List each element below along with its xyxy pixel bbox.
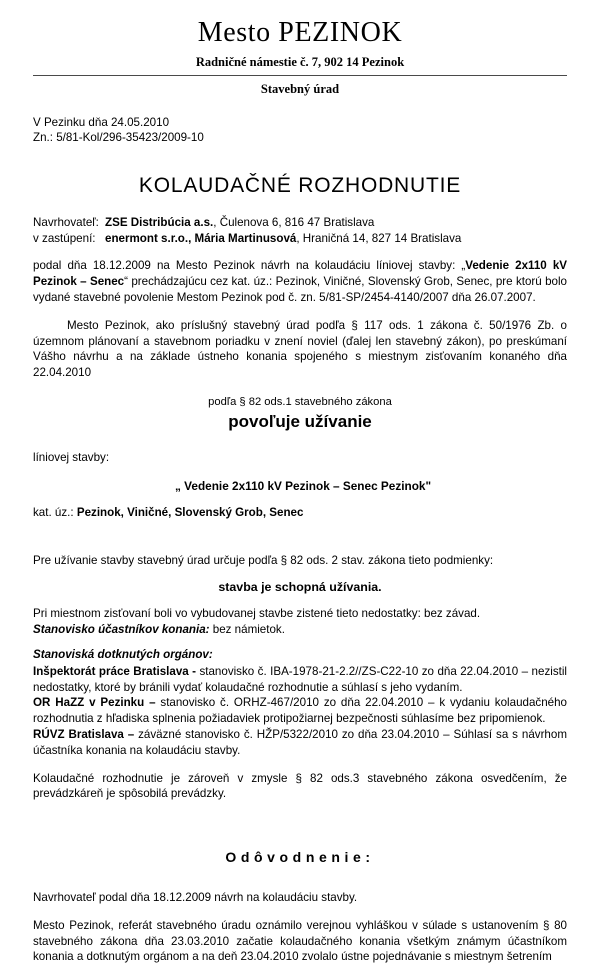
document-meta [33, 115, 567, 146]
representative-row [33, 231, 567, 247]
organ-statements-heading: Stanoviská dotknutých orgánov: [33, 648, 213, 662]
paragraph-application [33, 258, 567, 305]
cadastre-label: kat. úz.: [33, 505, 74, 519]
paragraph-authority: Mesto Pezinok, ako príslušný stavebný úrad podľa § 117 ods. 1 zákona č. 50/1976 Zb. o územnom plánovaní a stavebnom poriadku v znení noviel (ďalej len stavebný zákon), po preskúmaní Vášho návrhu a na základe ústneho konania spojeného s miestnym zisťovaním konaného dňa 22.04.2010 [33, 318, 567, 380]
organization-address: Radničné námestie č. 7, 902 14 Pezinok [195, 54, 405, 69]
reasoning-heading: Odôvodnenie: [225, 849, 375, 866]
object-label: líniovej stavby: [33, 450, 110, 464]
project-name-inline: Vedenie 2x110 kV Pezinok – Senec [33, 259, 568, 289]
organ1-text: stanovisko č. IBA-1978-21-2.2//ZS-C22-10 zo dňa 22.04.2010 – nezistil nedostatky, ktoré by bránili vydať kolaudačné rozhodnutie a súhlasí s jeho vydaním. [33, 664, 567, 694]
department-name: Stavebný úrad [260, 81, 340, 96]
defects-line: Pri miestnom zisťovaní boli vo vybudovanej stavbe zistené tieto nedostatky: bez závad. [33, 607, 481, 621]
organ2-text: stanovisko č. ORHZ-467/2010 zo dňa 22.04.2010 – k vydaniu kolaudačného rozhodnutia z hľadiska splnenia požiadaviek protipožiarnej bezpečnosti súhlasíme bez pripomienok. [33, 696, 568, 726]
applicant-name: ZSE Distribúcia a.s. [105, 216, 214, 230]
letterhead [33, 18, 567, 97]
parties-block [33, 215, 567, 246]
organ2-name: OR HaZZ v Pezinku – [33, 696, 161, 710]
applicant-value [105, 215, 374, 231]
organization-name: Mesto PEZINOK [197, 17, 403, 48]
header-divider [33, 75, 567, 76]
organ-statement-item [33, 664, 567, 696]
paragraph-application-part1: podal dňa 18.12.2009 na Mesto Pezinok návrh na kolaudáciu líniovej stavby: „ [33, 259, 466, 273]
reasoning-paragraph-2: Mesto Pezinok, referát stavebného úradu oznámilo verejnou vyhláškou v súlade s ustanovením § 80 stavebného zákona dňa 23.03.2010 začatie kolaudačného konania všetkým známym účastníkom konania a dotknutým orgánom a na deň 23.04.2010 zvolalo ústne pojednávanie s miestnym šetrením [33, 918, 567, 964]
applicant-row [33, 215, 567, 231]
representative-name: enermont s.r.o., Mária Martinusová [105, 231, 297, 245]
reference-number: Zn.: 5/81-Kol/296-35423/2009-10 [33, 131, 204, 145]
parties-opinion-value: bez námietok. [209, 623, 285, 637]
paragraph-application-part2: “ prechádzajúcu cez kat. úz.: Pezinok, Viničné, Slovenský Grob, Senec, pre ktorú bolo vydané stavebné povolenie Mestom Pezinok pod č. zn. 5/81-SP/2454-4140/2007 dňa 26.07.2007. [33, 275, 567, 304]
applicant-address: , Čulenova 6, 816 47 Bratislava [213, 216, 375, 230]
conditions-intro: Pre užívanie stavby stavebný úrad určuje podľa § 82 ods. 2 stav. zákona tieto podmienky: [33, 553, 494, 567]
organ3-name: RÚVZ Bratislava – [33, 727, 139, 741]
representative-value [105, 231, 461, 247]
organ-statement-item [33, 727, 567, 759]
place-and-date: V Pezinku dňa 24.05.2010 [33, 115, 170, 129]
organ3-text: záväzné stanovisko č. HŽP/5322/2010 zo dňa 23.04.2010 – Súhlasí sa s návrhom účastníka konania na kolaudáciu stavby. [33, 727, 567, 757]
spacer [33, 519, 567, 541]
organ-statements [33, 647, 567, 758]
cadastre-row [33, 506, 567, 519]
object-name: „ Vedenie 2x110 kV Pezinok – Senec Pezinok" [175, 478, 432, 493]
representative-label: v zastúpení: [33, 231, 96, 245]
ruling-verb: povoľuje užívanie [228, 412, 372, 432]
cadastre-value: Pezinok, Viničné, Slovenský Grob, Senec [76, 505, 304, 519]
ruling-legal-basis: podľa § 82 ods.1 stavebného zákona [208, 395, 392, 408]
page-title: KOLAUDAČNÉ ROZHODNUTIE [138, 174, 462, 198]
parties-opinion-row [33, 623, 567, 636]
representative-address: , Hraničná 14, 827 14 Bratislava [296, 231, 462, 245]
condition-statement: stavba je schopná užívania. [218, 580, 382, 595]
organ1-name: Inšpektorát práce Bratislava - [33, 664, 200, 678]
reasoning-paragraph-1: Navrhovateľ podal dňa 18.12.2009 návrh na kolaudáciu stavby. [33, 891, 358, 905]
organ-statement-item [33, 695, 567, 727]
applicant-label: Navrhovateľ: [33, 216, 99, 230]
parties-opinion-label: Stanovisko účastníkov konania: [33, 623, 210, 637]
certification-paragraph: Kolaudačné rozhodnutie je zároveň v zmysle § 82 ods.3 stavebného zákona osvedčením, že prevádzkáreň je spôsobilá prevádzky. [33, 771, 567, 801]
document-page [0, 17, 600, 964]
